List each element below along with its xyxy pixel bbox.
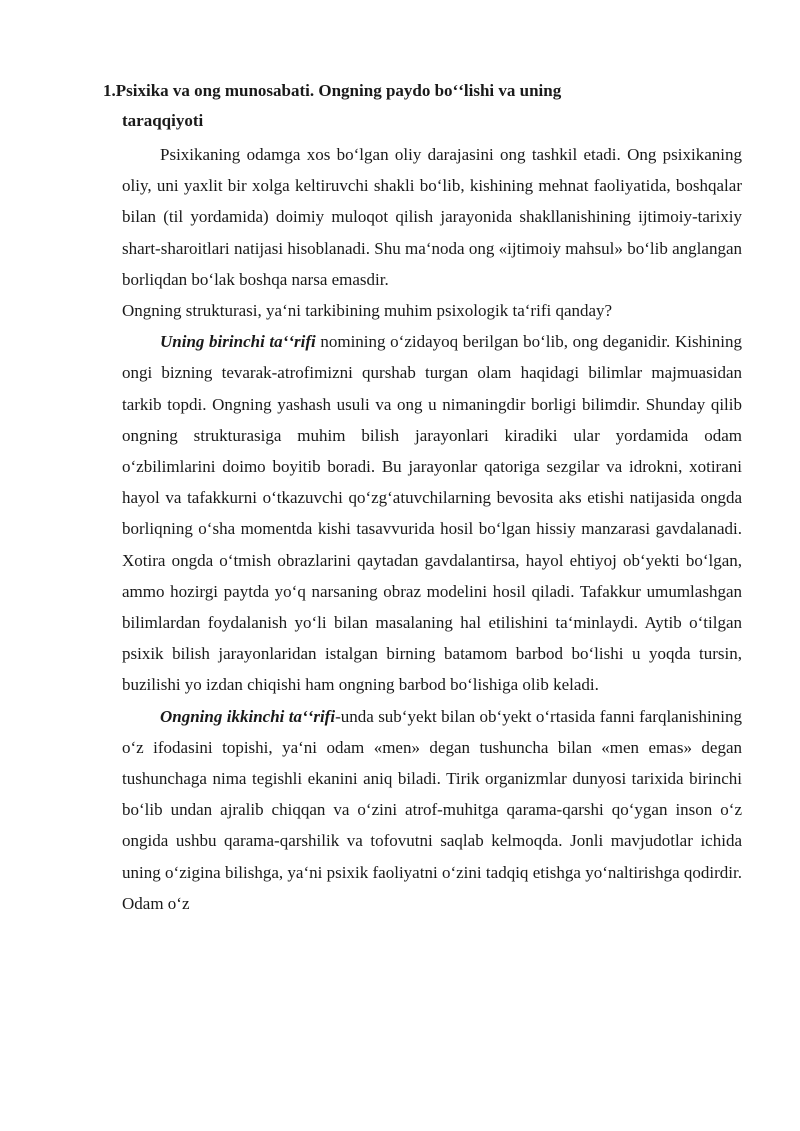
paragraph-first-definition — [122, 326, 742, 700]
second-definition-text: -unda subʻyekt bilan obʻyekt oʻrtasida fanni farqlanishining oʻz ifodasini topishi, yaʻni odam «men» degan tushuncha bilan «men emas» degan tushunchaga nima tegishli ekanini aniq biladi. Tirik organizmlar dunyosi tarixida birinchi boʻlib undan ajralib chiqqan va oʻzini atrof-muhitga qarama-qarshi qoʻygan inson oʻz ongida ushbu qarama-qarshilik va tofovutni saqlab kelmoqda. Jonli mavjudotlar ichida uning oʻzigina bilishga, yaʻni psixik faoliyatni oʻzini tadqiq etishga yoʻnaltirishga qodirdir. Odam oʻz — [122, 706, 743, 913]
first-definition-term: Uning birinchi taʻʻrifi — [160, 332, 316, 352]
paragraph-question: Ongning strukturasi, yaʻni tarkibining muhim psixologik taʻrifi qanday? — [122, 301, 613, 321]
heading-line-1: 1.Psixika va ong munosabati. Ongning paydo boʻʻlishi va uning — [103, 81, 562, 100]
paragraph-second-definition — [122, 701, 742, 919]
second-definition-term: Ongning ikkinchi taʻʻrifi — [160, 706, 336, 726]
section-heading — [103, 76, 743, 136]
body-text — [122, 139, 742, 919]
paragraph-1: Psixikaning odamga xos boʻlgan oliy darajasini ong tashkil etadi. Ong psixikaning oliy, uni yaxlit bir xolga keltiruvchi shakli boʻlib, kishining mehnat faoliyatida, boshqalar bilan (til yordamida) doimiy muloqot qilish jarayonida shakllanishining ijtimoiy-tarixiy shart-sharoitlari natijasi hisoblanadi. Shu maʻnoda ong «ijtimoiy mahsul» boʻlib anglangan borliqdan boʻlak boshqa narsa emasdir. — [122, 145, 742, 289]
heading-line-2: taraqqiyoti — [122, 111, 204, 130]
first-definition-text: nomining oʻzidayoq berilgan boʻlib, ong deganidir. Kishining ongi bizning tevarak-atrofimizni qurshab turgan olam haqidagi bilimlar majmuasidan tarkib topdi. Ongning yashash usuli va ong u nimaningdir borligi bilimdir. Shunday qilib ongning strukturasiga muhim bilish jarayonlari kiradiki ular yordamida odam oʻzbilimlarini doimo boyitib boradi. Bu jarayonlar qatoriga sezgilar va idrokni, xotirani hayol va tafakkurni oʻtkazuvchi qoʻzgʻatuvchilarning bevosita aks etishi natijasida ongda borliqning oʻsha momentda kishi tasavvurida hosil boʻlgan hissiy manzarasi gavdalanadi. Xotira ongda oʻtmish obrazlarini qaytadan gavdalantirsa, hayol ehtiyoj obʻyekti boʻlgan, ammo hozirgi paytda yoʻq narsaning obraz modelini hosil qiladi. Tafakkur umumlashgan bilimlardan foydalanish yoʻli bilan masalaning hal etilishini taʻminlaydi. Aytib oʻtilgan psixik bilish jarayonlaridan istalgan birning batamom barbod boʻlishi u yoqda tursin, buzilishi yo izdan chiqishi ham ongning barbod boʻlishiga olib keladi. — [122, 332, 742, 695]
